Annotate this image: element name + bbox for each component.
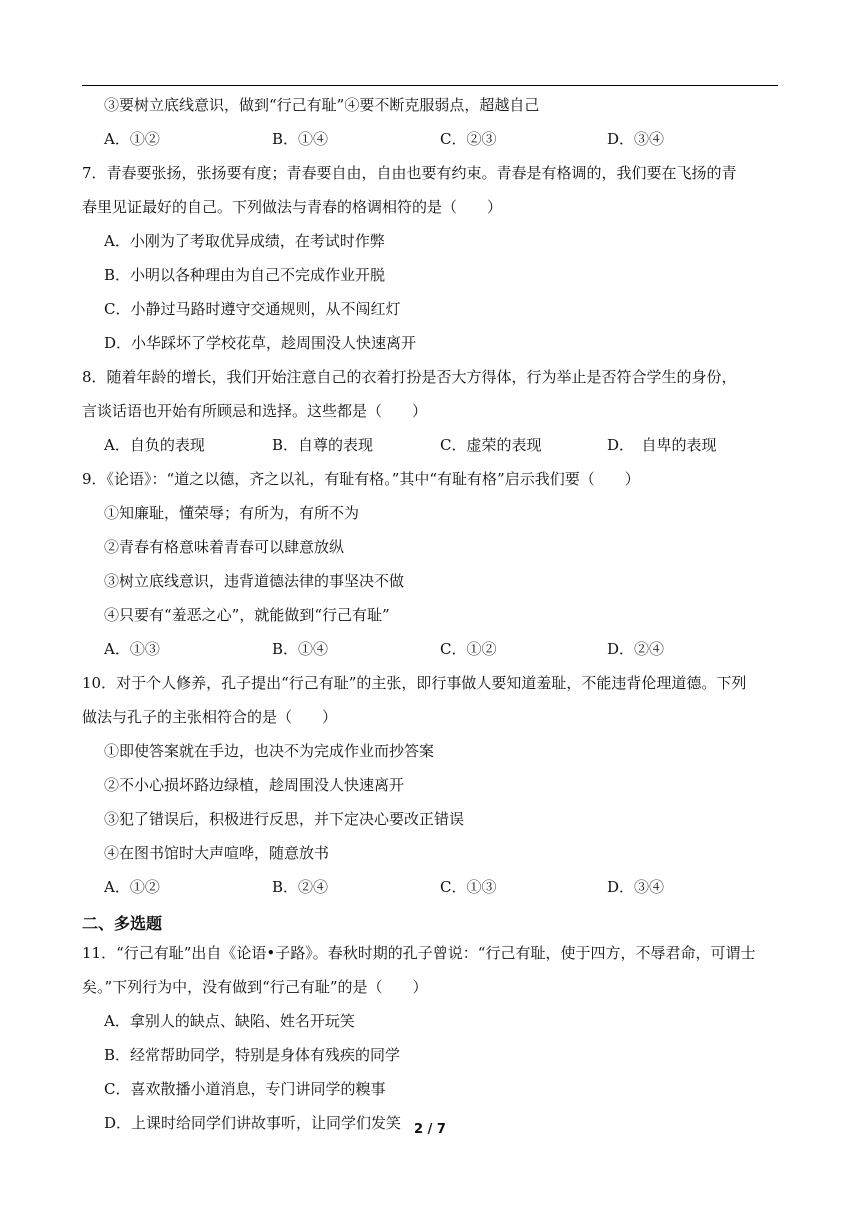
q7-option-c: C．小静过马路时遵守交通规则，从不闯红灯 <box>104 300 401 318</box>
q8-stem-line1: 8．随着年龄的增长，我们开始注意自己的衣着打扮是否大方得体，行为举止是否符合学生的身份， <box>82 368 737 386</box>
q10-option-a: A．①② <box>104 878 160 896</box>
q6-option-d: D．③④ <box>607 130 665 148</box>
q9-item-3: ③树立底线意识，违背道德法律的事坚决不做 <box>104 572 405 590</box>
header-rule <box>82 85 778 86</box>
q6-option-c: C．②③ <box>440 130 497 148</box>
q9-stem: 9．《论语》：“道之以德，齐之以礼，有耻有格。”其中“有耻有格”启示我们要（ ） <box>82 470 640 488</box>
q10-option-b: B．②④ <box>272 878 329 896</box>
q10-item-3: ③犯了错误后，积极进行反思，并下定决心要改正错误 <box>104 810 465 828</box>
q9-item-4: ④只要有“羞恶之心”，就能做到“行己有耻” <box>104 606 390 624</box>
q8-stem-line2: 言谈话语也开始有所顾忌和选择。这些都是（ ） <box>82 402 428 420</box>
q6-options <box>82 122 782 156</box>
q7-option-d: D．小华踩坏了学校花草，趁周围没人快速离开 <box>104 334 417 352</box>
q8-option-a: A．自负的表现 <box>104 436 205 454</box>
q9-option-b: B．①④ <box>272 640 329 658</box>
q11-stem-line2: 矣。”下列行为中，没有做到“行己有耻”的是（ ） <box>82 978 428 996</box>
q11-option-b: B．经常帮助同学，特别是身体有残疾的同学 <box>104 1046 401 1064</box>
section-heading: 二、多选题 <box>82 914 163 933</box>
q11-option-a: A．拿别人的缺点、缺陷、姓名开玩笑 <box>104 1012 355 1030</box>
q9-option-d: D．②④ <box>607 640 665 658</box>
q7-option-b: B．小明以各种理由为自己不完成作业开脱 <box>104 266 386 284</box>
q10-stem-line1: 10．对于个人修养，孔子提出“行己有耻”的主张，即行事做人要知道羞耻，不能违背伦理道德。下列 <box>82 674 747 692</box>
q8-options <box>82 428 782 462</box>
q10-item-2: ②不小心损坏路边绿植，趁周围没人快速离开 <box>104 776 405 794</box>
q6-option-a: A．①② <box>104 130 160 148</box>
q10-stem-line2: 做法与孔子的主张相符合的是（ ） <box>82 708 338 726</box>
q11-stem-line1: 11．“行己有耻”出自《论语•子路》。春秋时期的孔子曾说：“行己有耻，使于四方，不辱君命，可谓士 <box>82 944 756 962</box>
q9-item-1: ①知廉耻，懂荣辱；有所为，有所不为 <box>104 504 360 522</box>
q8-option-b: B．自尊的表现 <box>272 436 374 454</box>
q6-option-b: B．①④ <box>272 130 329 148</box>
q8-option-c: C．虚荣的表现 <box>440 436 542 454</box>
q7-option-a: A．小刚为了考取优异成绩，在考试时作弊 <box>104 232 385 250</box>
q10-item-4: ④在图书馆时大声喧哗，随意放书 <box>104 844 330 862</box>
q11-option-c: C．喜欢散播小道消息，专门讲同学的糗事 <box>104 1080 386 1098</box>
page-content <box>82 88 782 1140</box>
q10-option-c: C．①③ <box>440 878 497 896</box>
q9-option-a: A．①③ <box>104 640 160 658</box>
q7-stem-line1: 7．青春要张扬，张扬要有度；青春要自由，自由也要有约束。青春是有格调的，我们要在飞扬的青 <box>82 164 737 182</box>
q9-item-2: ②青春有格意味着青春可以肆意放纵 <box>104 538 345 556</box>
q6-items-3-4: ③要树立底线意识，做到“行己有耻”④要不断克服弱点，超越自己 <box>104 96 540 114</box>
q9-options <box>82 632 782 666</box>
q11-option-d: D．上课时给同学们讲故事听，让同学们发笑 <box>104 1114 402 1132</box>
q9-option-c: C．①② <box>440 640 497 658</box>
page-number: 2 / 7 <box>414 1122 446 1137</box>
q8-option-d: D． 自卑的表现 <box>607 436 717 454</box>
q10-option-d: D．③④ <box>607 878 665 896</box>
q10-item-1: ①即使答案就在手边，也决不为完成作业而抄答案 <box>104 742 435 760</box>
q7-stem-line2: 春里见证最好的自己。下列做法与青春的格调相符的是（ ） <box>82 198 503 216</box>
q10-options <box>82 870 782 904</box>
